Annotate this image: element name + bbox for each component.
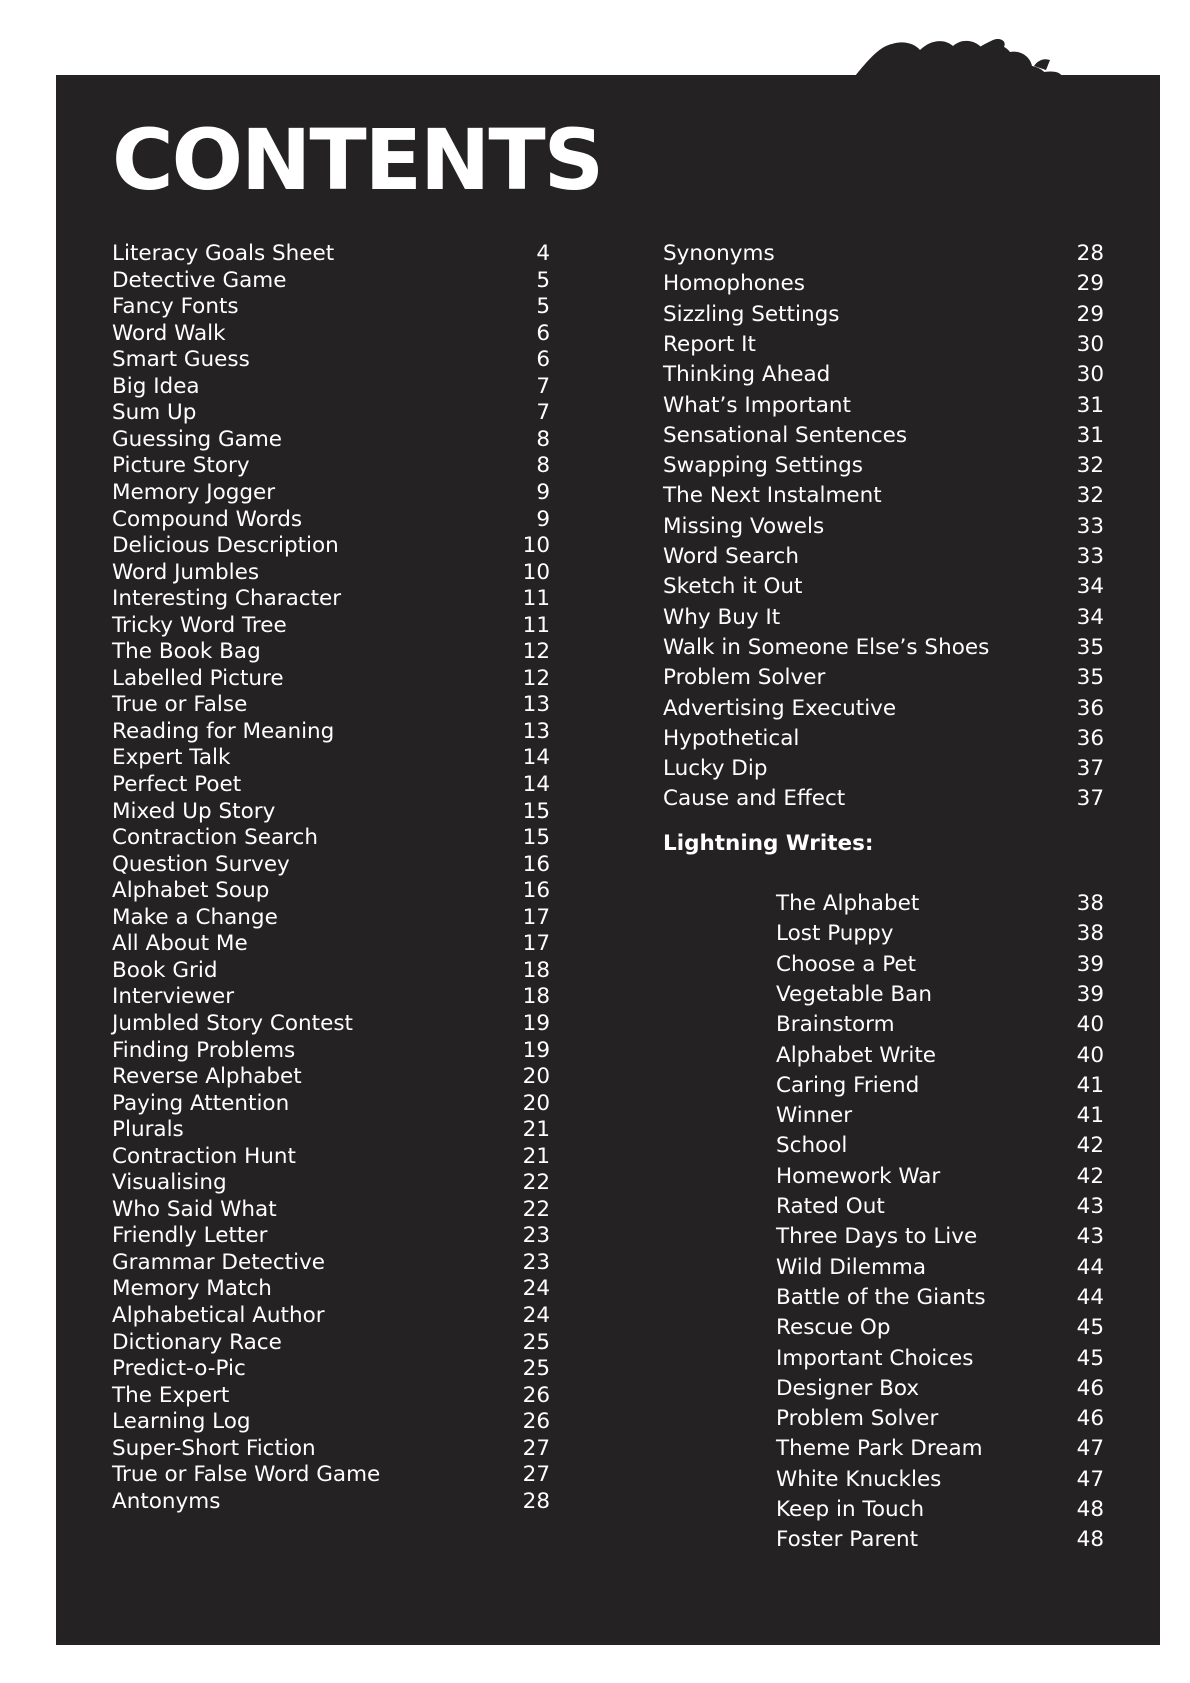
toc-entry-title: Homophones (663, 271, 805, 297)
toc-entry-page-number: 9 (536, 506, 550, 532)
toc-entry (776, 1375, 1104, 1403)
toc-entry-page-number: 32 (1076, 483, 1104, 509)
toc-entry-title: School (776, 1133, 848, 1159)
toc-entry (663, 270, 1104, 298)
toc-entry (112, 1196, 550, 1224)
toc-entry-page-number: 44 (1076, 1254, 1104, 1280)
toc-entry-title: Who Said What (112, 1196, 277, 1222)
toc-entry (776, 1011, 1104, 1039)
toc-entry-page-number: 36 (1076, 725, 1104, 751)
toc-entry (663, 634, 1104, 662)
toc-entry (112, 320, 550, 348)
toc-entry-title: Foster Parent (776, 1527, 919, 1553)
toc-entry (112, 1116, 550, 1144)
toc-entry (112, 1222, 550, 1250)
toc-entry (112, 532, 550, 560)
toc-entry-title: Fancy Fonts (112, 294, 239, 320)
toc-entry-page-number: 33 (1076, 544, 1104, 569)
toc-entry-title: True or False (112, 692, 248, 718)
toc-entry-title: Predict-o-Pic (112, 1356, 246, 1382)
toc-entry-title: Keep in Touch (776, 1497, 925, 1522)
toc-entry-page-number: 5 (536, 294, 550, 320)
toc-entry-title: Contraction Search (112, 825, 318, 851)
toc-entry-page-number: 41 (1076, 1072, 1104, 1098)
toc-entry-title: Thinking Ahead (663, 362, 831, 388)
toc-entry-title: Alphabet Write (776, 1042, 937, 1068)
toc-entry (663, 361, 1104, 389)
toc-entry-title: Memory Jogger (112, 479, 276, 505)
toc-entry-title: The Alphabet (776, 891, 920, 916)
toc-entry-page-number: 14 (522, 745, 550, 771)
toc-entry-page-number: 7 (536, 373, 550, 399)
toc-entry (112, 1143, 550, 1171)
toc-entry (112, 771, 550, 799)
toc-entry (776, 1102, 1104, 1130)
toc-entry-page-number: 23 (522, 1223, 550, 1249)
toc-entry-page-number: 35 (1076, 665, 1104, 691)
toc-entry-page-number: 39 (1076, 981, 1104, 1007)
toc-entry-page-number: 28 (1076, 241, 1104, 266)
toc-entry-title: Big Idea (112, 373, 200, 399)
toc-entry-title: Make a Change (112, 904, 278, 930)
toc-entry-title: Sketch it Out (663, 574, 803, 600)
toc-entry-title: Lost Puppy (776, 921, 894, 947)
toc-entry-title: Problem Solver (663, 665, 826, 691)
toc-entry (112, 1090, 550, 1118)
toc-entry (112, 851, 550, 879)
toc-entry-page-number: 23 (522, 1249, 550, 1275)
toc-entry (112, 506, 550, 534)
toc-entry-title: Walk in Someone Else’s Shoes (663, 634, 990, 660)
toc-entry-title: Reverse Alphabet (112, 1064, 302, 1090)
toc-entry-title: Problem Solver (776, 1406, 939, 1432)
toc-entry-page-number: 37 (1076, 786, 1104, 812)
toc-entry-page-number: 28 (522, 1488, 550, 1514)
toc-entry-page-number: 37 (1076, 756, 1104, 782)
toc-entry-page-number: 33 (1076, 513, 1104, 539)
toc-entry-title: Finding Problems (112, 1037, 296, 1063)
toc-entry-title: Detective Game (112, 267, 287, 293)
toc-entry-title: Sum Up (112, 400, 197, 426)
toc-entry (663, 695, 1104, 723)
toc-entry (663, 331, 1104, 359)
toc-entry-title: Labelled Picture (112, 665, 284, 691)
toc-entry-title: Delicious Description (112, 533, 339, 559)
toc-entry (112, 1435, 550, 1463)
toc-entry-page-number: 36 (1076, 695, 1104, 721)
toc-entry-page-number: 48 (1076, 1527, 1104, 1553)
toc-entry (112, 1169, 550, 1197)
toc-entry-page-number: 21 (522, 1143, 550, 1169)
toc-entry-page-number: 14 (522, 772, 550, 797)
toc-entry-page-number: 38 (1076, 921, 1104, 947)
toc-entry-title: Super-Short Fiction (112, 1435, 316, 1461)
toc-entry-page-number: 16 (522, 851, 550, 877)
toc-entry (663, 664, 1104, 692)
toc-entry-title: Interesting Character (112, 586, 342, 612)
toc-entry (663, 301, 1104, 329)
toc-entry (112, 1063, 550, 1091)
toc-entry (112, 824, 550, 852)
toc-entry (112, 1355, 550, 1383)
toc-entry-title: Visualising (112, 1170, 227, 1196)
toc-entry-page-number: 25 (522, 1329, 550, 1355)
toc-entry-title: Designer Box (776, 1375, 920, 1401)
toc-entry-title: Antonyms (112, 1488, 221, 1514)
toc-entry-page-number: 27 (522, 1462, 550, 1488)
toc-entry-page-number: 21 (522, 1117, 550, 1143)
toc-entry-title: Word Walk (112, 320, 226, 346)
toc-entry-title: The Next Instalment (663, 483, 882, 509)
toc-entry (663, 482, 1104, 510)
toc-entry (112, 1275, 550, 1303)
toc-entry-title: Reading for Meaning (112, 718, 335, 744)
toc-entry-page-number: 26 (522, 1382, 550, 1408)
toc-entry-title: True or False Word Game (112, 1462, 381, 1488)
toc-entry-title: Homework War (776, 1163, 941, 1189)
toc-entry-title: Smart Guess (112, 347, 250, 373)
section-heading: Lightning Writes: (663, 831, 874, 856)
toc-entry-title: Paying Attention (112, 1090, 290, 1116)
toc-entry-page-number: 13 (522, 692, 550, 718)
toc-entry-title: Report It (663, 331, 756, 357)
toc-entry (112, 1249, 550, 1277)
toc-entry-page-number: 7 (536, 400, 550, 426)
toc-entry (112, 293, 550, 321)
toc-entry-page-number: 38 (1076, 891, 1104, 916)
toc-entry-title: Missing Vowels (663, 513, 825, 539)
toc-entry-title: Rescue Op (776, 1315, 891, 1341)
toc-entry-page-number: 47 (1076, 1466, 1104, 1492)
toc-entry (663, 785, 1104, 813)
toc-entry-title: Expert Talk (112, 745, 231, 771)
toc-entry-page-number: 16 (522, 878, 550, 904)
toc-entry (776, 1072, 1104, 1100)
toc-entry (112, 1408, 550, 1436)
toc-entry (776, 1042, 1104, 1070)
toc-entry (112, 373, 550, 401)
toc-entry (112, 426, 550, 454)
toc-entry-title: Wild Dilemma (776, 1254, 927, 1280)
toc-entry-page-number: 12 (522, 639, 550, 665)
toc-entry-page-number: 24 (522, 1303, 550, 1328)
toc-entry-title: Perfect Poet (112, 772, 242, 797)
toc-entry-page-number: 5 (536, 267, 550, 293)
toc-entry (112, 957, 550, 985)
toc-entry (112, 452, 550, 480)
toc-entry-page-number: 24 (522, 1276, 550, 1302)
toc-entry-title: Book Grid (112, 957, 218, 983)
toc-entry-title: Sensational Sentences (663, 422, 908, 448)
toc-entry (112, 744, 550, 772)
toc-entry (112, 346, 550, 374)
toc-entry (776, 951, 1104, 979)
toc-entry-title: Advertising Executive (663, 695, 897, 721)
toc-entry (663, 422, 1104, 450)
toc-entry-title: Tricky Word Tree (112, 612, 287, 638)
toc-entry (112, 559, 550, 587)
toc-entry (776, 1223, 1104, 1251)
toc-entry (776, 981, 1104, 1009)
toc-entry-page-number: 18 (522, 984, 550, 1010)
toc-entry (776, 1405, 1104, 1433)
toc-entry (112, 1382, 550, 1410)
toc-entry (112, 638, 550, 666)
toc-entry-title: Battle of the Giants (776, 1284, 986, 1310)
toc-entry-page-number: 27 (522, 1435, 550, 1461)
toc-entry-title: Sizzling Settings (663, 301, 840, 327)
toc-entry (776, 1254, 1104, 1282)
toc-entry-page-number: 8 (536, 426, 550, 452)
toc-entry-page-number: 4 (536, 241, 550, 266)
toc-entry (663, 755, 1104, 783)
toc-entry-title: Theme Park Dream (776, 1436, 983, 1462)
toc-entry-page-number: 43 (1076, 1224, 1104, 1250)
toc-entry-page-number: 35 (1076, 634, 1104, 660)
toc-entry-page-number: 11 (522, 586, 550, 612)
toc-entry-page-number: 10 (522, 533, 550, 559)
toc-entry-page-number: 31 (1076, 422, 1104, 448)
toc-entry (112, 479, 550, 507)
toc-entry (112, 267, 550, 295)
toc-entry-page-number: 42 (1076, 1133, 1104, 1159)
toc-entry-page-number: 44 (1076, 1284, 1104, 1310)
toc-entry (663, 513, 1104, 541)
toc-entry (112, 1037, 550, 1065)
toc-entry-page-number: 39 (1076, 951, 1104, 977)
toc-entry (112, 1010, 550, 1038)
toc-entry-title: Word Search (663, 544, 799, 569)
toc-entry-title: Rated Out (776, 1194, 885, 1219)
toc-entry (112, 585, 550, 613)
toc-entry-page-number: 48 (1076, 1497, 1104, 1522)
toc-entry (112, 1461, 550, 1489)
toc-entry (112, 877, 550, 905)
toc-entry-page-number: 18 (522, 957, 550, 983)
toc-entry-page-number: 9 (536, 479, 550, 505)
toc-entry-title: Learning Log (112, 1409, 251, 1435)
toc-entry-page-number: 17 (522, 904, 550, 930)
toc-entry-page-number: 34 (1076, 604, 1104, 630)
toc-entry-page-number: 41 (1076, 1103, 1104, 1129)
toc-entry-page-number: 45 (1076, 1315, 1104, 1341)
toc-entry (663, 452, 1104, 480)
toc-entry-page-number: 12 (522, 665, 550, 691)
toc-entry-title: Important Choices (776, 1345, 974, 1371)
toc-entry-title: Word Jumbles (112, 559, 260, 585)
toc-entry-title: Jumbled Story Contest (112, 1010, 353, 1036)
toc-entry-title: Choose a Pet (776, 951, 917, 977)
toc-entry-page-number: 22 (522, 1196, 550, 1222)
toc-entry-page-number: 22 (522, 1170, 550, 1196)
toc-entry (776, 1193, 1104, 1221)
toc-entry (112, 1488, 550, 1516)
toc-entry-title: Contraction Hunt (112, 1143, 296, 1169)
toc-entry-page-number: 32 (1076, 453, 1104, 479)
toc-entry-title: Vegetable Ban (776, 981, 932, 1007)
toc-entry (776, 1132, 1104, 1160)
toc-entry-page-number: 20 (522, 1090, 550, 1116)
toc-entry-title: Picture Story (112, 453, 250, 479)
toc-entry-page-number: 42 (1076, 1163, 1104, 1189)
toc-entry-page-number: 15 (522, 825, 550, 851)
toc-entry-title: Hypothetical (663, 725, 800, 751)
toc-entry-title: Guessing Game (112, 426, 283, 452)
toc-entry (112, 718, 550, 746)
toc-entry-title: Grammar Detective (112, 1249, 326, 1275)
toc-entry-title: Compound Words (112, 506, 303, 532)
toc-entry (776, 1526, 1104, 1554)
toc-entry-page-number: 8 (536, 453, 550, 479)
toc-entry-title: What’s Important (663, 392, 851, 418)
toc-entry-page-number: 6 (536, 347, 550, 373)
toc-entry-page-number: 11 (522, 612, 550, 638)
toc-entry-page-number: 13 (522, 718, 550, 744)
toc-entry-page-number: 30 (1076, 331, 1104, 357)
toc-entry-title: All About Me (112, 931, 248, 957)
toc-entry-page-number: 29 (1076, 271, 1104, 297)
toc-entry-title: Three Days to Live (776, 1224, 978, 1250)
toc-entry (112, 930, 550, 958)
toc-entry-page-number: 45 (1076, 1345, 1104, 1371)
toc-entry-page-number: 40 (1076, 1012, 1104, 1038)
toc-entry-page-number: 46 (1076, 1375, 1104, 1401)
toc-entry (112, 1329, 550, 1357)
toc-entry-page-number: 17 (522, 931, 550, 957)
toc-entry-title: Interviewer (112, 984, 235, 1010)
toc-entry-title: The Book Bag (112, 639, 261, 665)
toc-entry-page-number: 6 (536, 320, 550, 346)
toc-entry (663, 392, 1104, 420)
toc-entry-title: Winner (776, 1103, 853, 1129)
toc-entry (776, 1466, 1104, 1494)
toc-entry-title: Swapping Settings (663, 453, 863, 479)
toc-entry (663, 543, 1104, 571)
toc-entry (663, 604, 1104, 632)
toc-entry-page-number: 40 (1076, 1042, 1104, 1068)
toc-entry-page-number: 15 (522, 798, 550, 824)
toc-entry-page-number: 25 (522, 1356, 550, 1382)
toc-entry-page-number: 30 (1076, 362, 1104, 388)
toc-entry (112, 399, 550, 427)
toc-entry-title: Literacy Goals Sheet (112, 241, 335, 266)
toc-entry (776, 1496, 1104, 1524)
toc-entry-page-number: 47 (1076, 1436, 1104, 1462)
toc-entry (112, 665, 550, 693)
page-title: CONTENTS (112, 111, 603, 209)
toc-entry (112, 904, 550, 932)
toc-entry-title: Friendly Letter (112, 1223, 268, 1249)
lightning-writes-list (776, 890, 1104, 1590)
toc-entry-title: Cause and Effect (663, 786, 846, 812)
toc-entry-title: Why Buy It (663, 604, 781, 630)
toc-entry-title: Alphabetical Author (112, 1303, 325, 1328)
toc-entry-title: Brainstorm (776, 1012, 895, 1038)
toc-entry-title: Synonyms (663, 241, 775, 266)
toc-entry-title: Caring Friend (776, 1072, 920, 1098)
toc-entry (112, 1302, 550, 1330)
toc-entry-title: White Knuckles (776, 1466, 942, 1492)
toc-entry-page-number: 31 (1076, 392, 1104, 418)
toc-entry (776, 1435, 1104, 1463)
toc-entry-page-number: 10 (522, 559, 550, 585)
toc-entry (663, 240, 1104, 268)
toc-entry-title: Lucky Dip (663, 756, 768, 782)
toc-entry (776, 1314, 1104, 1342)
toc-entry-page-number: 26 (522, 1409, 550, 1435)
toc-entry-page-number: 46 (1076, 1406, 1104, 1432)
toc-entry-title: The Expert (112, 1382, 230, 1408)
toc-entry (112, 798, 550, 826)
toc-entry-page-number: 34 (1076, 574, 1104, 600)
toc-entry (776, 890, 1104, 918)
contents-list-left (112, 240, 550, 1590)
toc-entry-title: Memory Match (112, 1276, 272, 1302)
toc-entry (776, 920, 1104, 948)
toc-entry-title: Question Survey (112, 851, 290, 877)
toc-entry (663, 573, 1104, 601)
toc-entry-page-number: 19 (522, 1010, 550, 1036)
toc-entry (776, 1163, 1104, 1191)
toc-entry (776, 1345, 1104, 1373)
toc-entry-title: Mixed Up Story (112, 798, 276, 824)
toc-entry-page-number: 19 (522, 1037, 550, 1063)
toc-entry (112, 240, 550, 268)
toc-entry (112, 983, 550, 1011)
toc-entry-title: Plurals (112, 1117, 184, 1143)
toc-entry-page-number: 20 (522, 1064, 550, 1090)
toc-entry-title: Dictionary Race (112, 1329, 282, 1355)
toc-entry (112, 612, 550, 640)
toc-entry-title: Alphabet Soup (112, 878, 270, 904)
toc-entry-page-number: 29 (1076, 301, 1104, 327)
toc-entry-page-number: 43 (1076, 1194, 1104, 1219)
toc-entry (112, 691, 550, 719)
toc-entry (776, 1284, 1104, 1312)
toc-entry (663, 725, 1104, 753)
